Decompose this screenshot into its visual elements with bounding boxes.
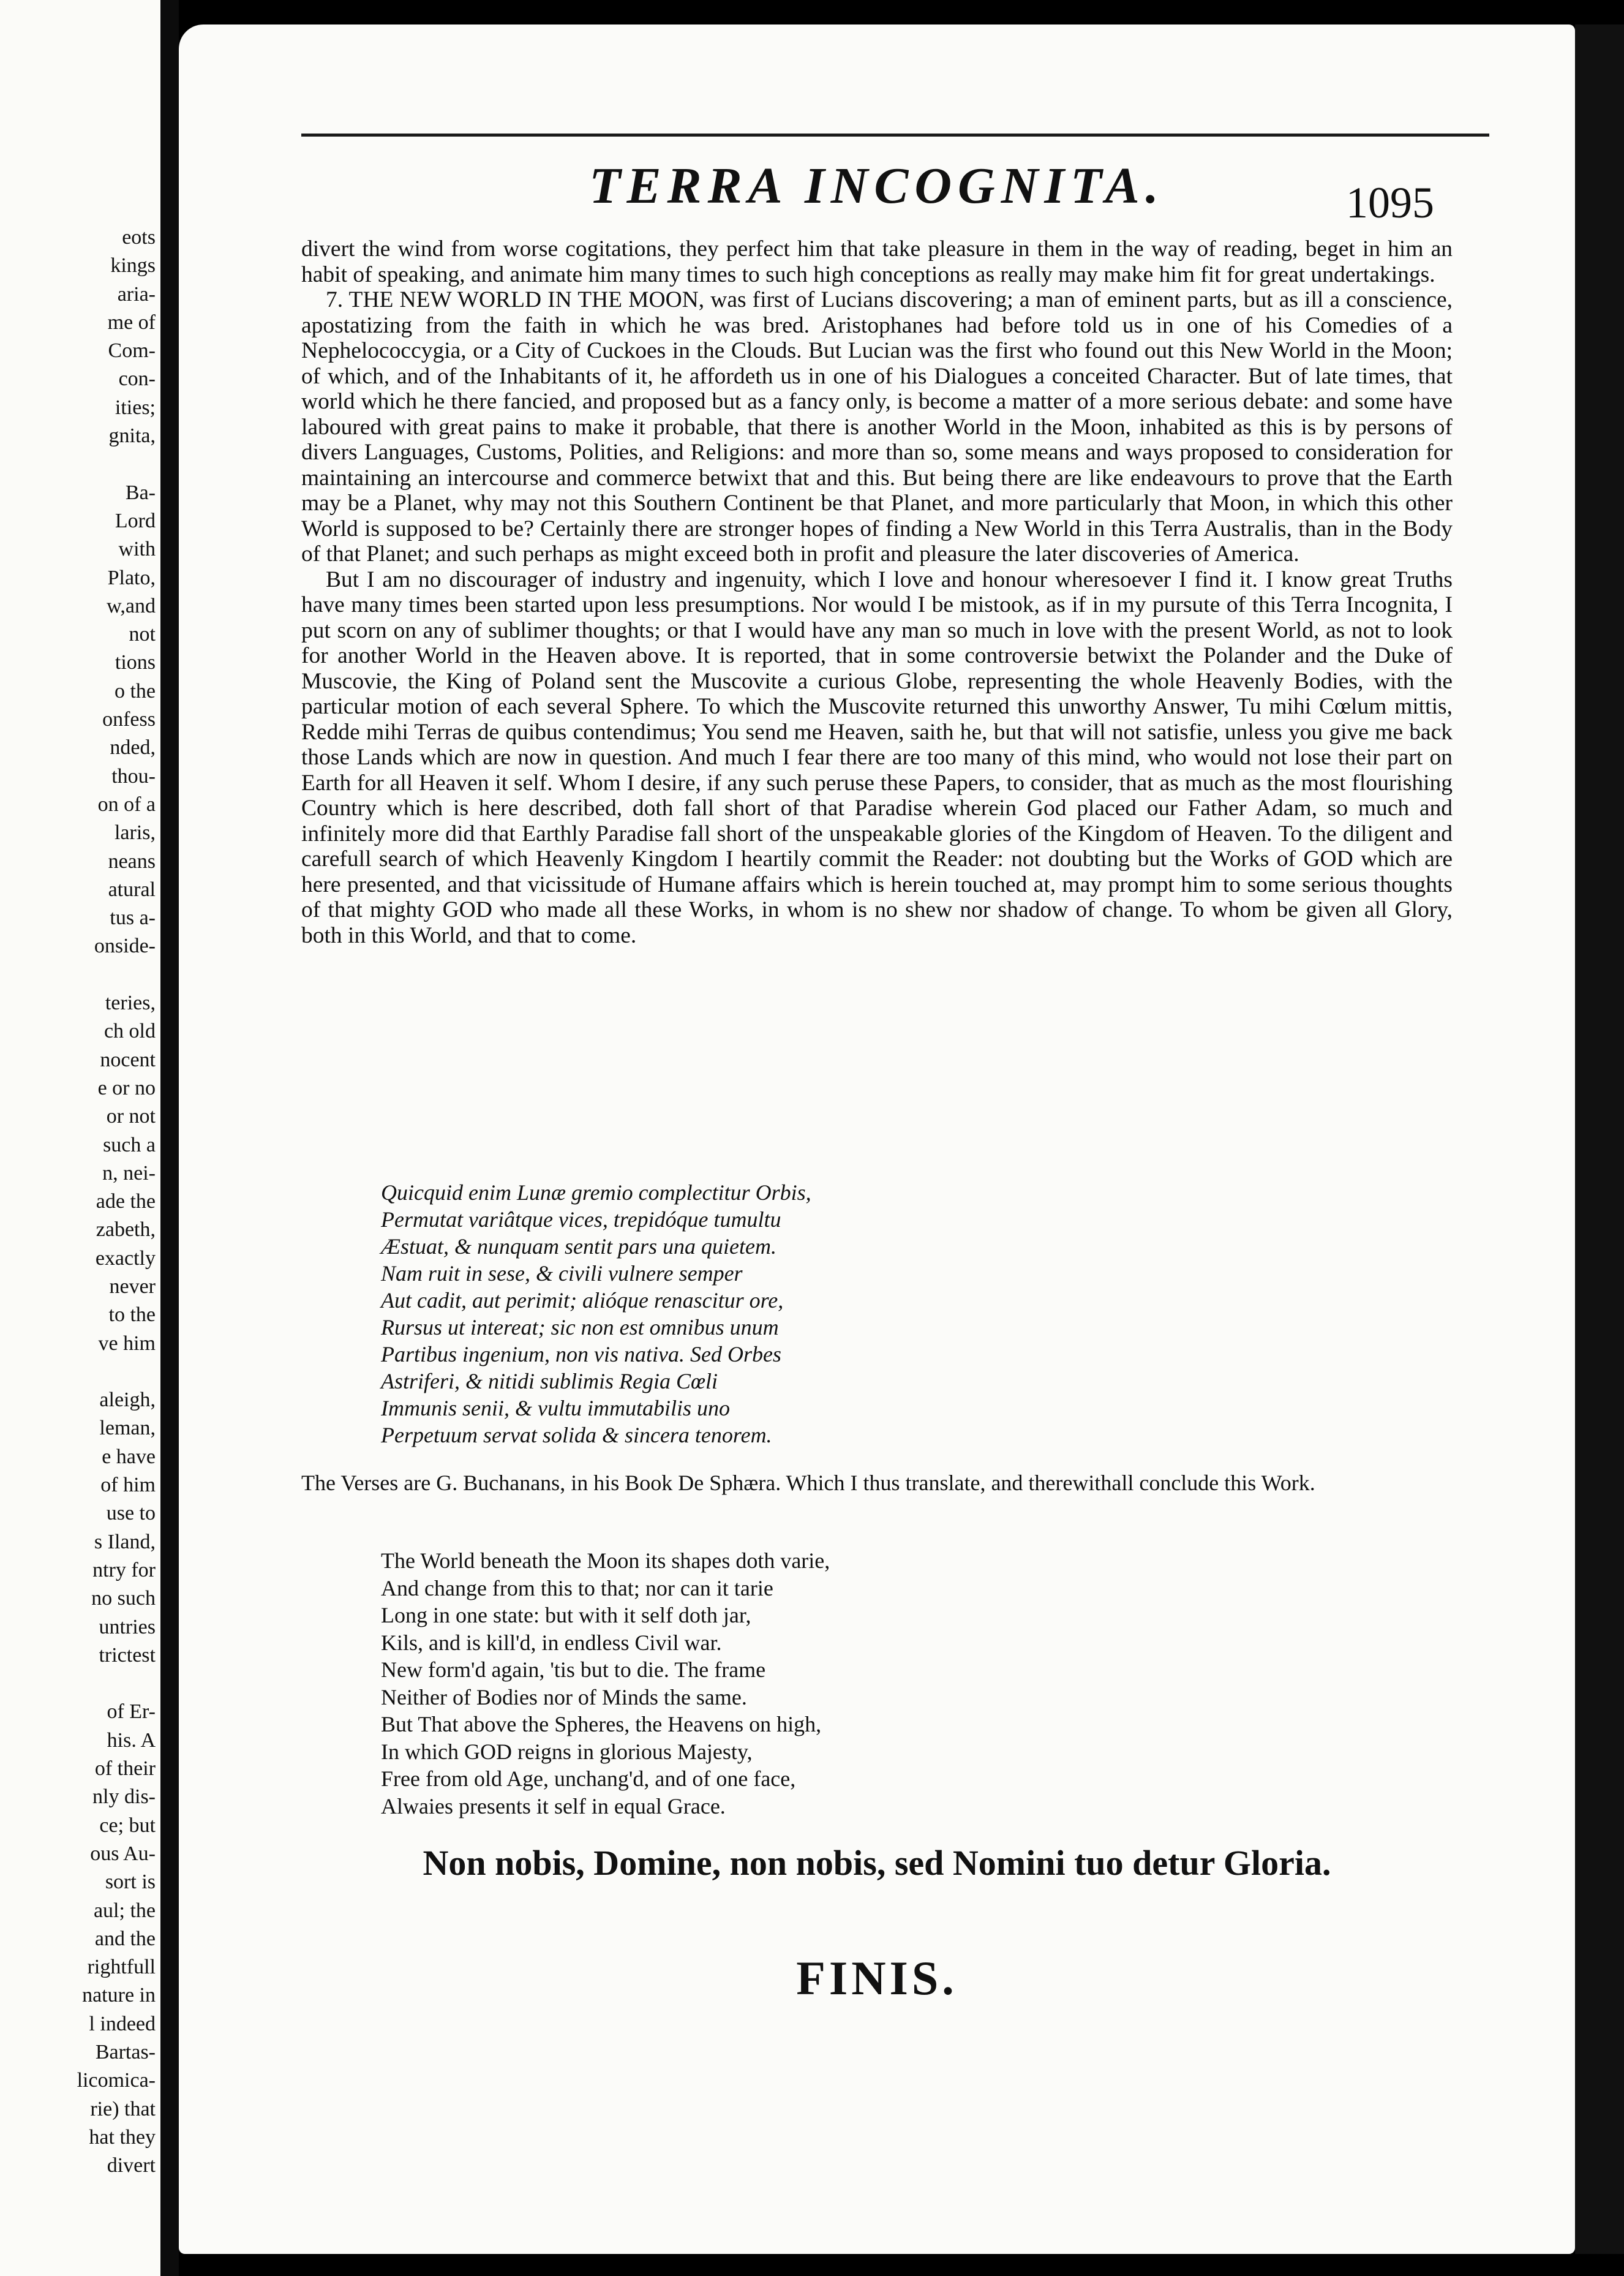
verse-line: Partibus ingenium, non vis nativa. Sed Orbes	[381, 1342, 781, 1366]
left-page-line: atural	[108, 878, 156, 901]
verse-line: Aut cadit, aut perimit; alióque renascitur ore,	[381, 1288, 784, 1313]
page-number: 1095	[1346, 178, 1434, 227]
verse-line: Free from old Age, unchang'd, and of one face,	[381, 1766, 796, 1791]
left-page-line: ce; but	[99, 1814, 156, 1837]
left-page-line: use to	[106, 1502, 156, 1525]
left-page-line: onfess	[102, 708, 156, 731]
paragraph: divert the wind from worse cogitations, they perfect him that take pleasure in them in the way of reading, beget in him an habit of speaking, and animate him many times to such high conceptions as really may make him fit for great undertakings.	[301, 236, 1453, 287]
left-page-line: Com-	[108, 339, 156, 363]
left-page-line: me of	[107, 311, 156, 334]
left-page-line: teries,	[105, 992, 156, 1015]
left-page-line: onside-	[94, 935, 156, 958]
running-head: TERRA INCOGNITA.	[589, 157, 1165, 214]
left-page-line: laris,	[114, 821, 156, 845]
left-page-line: ade the	[96, 1190, 156, 1213]
left-page-line: of their	[94, 1757, 156, 1780]
left-page-line: rie) that	[90, 2097, 156, 2120]
verse-line: Quicquid enim Lunæ gremio complectitur Orbis,	[381, 1180, 811, 1205]
left-page-line: his. A	[107, 1728, 156, 1752]
left-page-line: licomica-	[77, 2069, 156, 2092]
left-page-line: Lord	[115, 509, 156, 532]
paragraph: 7. THE NEW WORLD IN THE MOON, was first of Lucians discovering; a man of eminent parts, but as ill a conscience, apostatizing from the faith in which he was bred. Aristophanes had before told us in one of his Comedies of a Nephelococcygia, or a City of Cuckoes in the Clouds. But Lucian was the first who found out this New World in the Moon; of which, and of the Inhabitants of it, he affordeth us in one of his Dialogues a conceited Character. But of late times, that world which he there fancied, and proposed but as a fancy only, is become a matter of a more serious debate: and some have laboured with great pains to make it probable, that there is another World in the Moon, inhabited as this is by persons of divers Languages, Customs, Polities, and Religions: and more than so, some means and ways proposed to consideration for maintaining an intercourse and commerce betwixt that and this. But being there are like endeavours to prove that the Earth may be a Planet, why may not this Southern Continent be that Planet, and more particularly that Moon, in which this other World is supposed to be? Certainly there are stronger hopes of finding a New World in this Terra Australis, than in the Body of that Planet; and such perhaps as might exceed both in profit and pleasure the later discoveries of America.	[301, 287, 1453, 567]
left-page-line: no such	[91, 1587, 156, 1610]
left-page-line: or not	[106, 1105, 156, 1128]
left-page-line: to the	[108, 1303, 156, 1327]
left-page-line	[9, 1358, 156, 1386]
left-page-line: con-	[118, 367, 156, 391]
verse-line: Permutat variâtque vices, trepidóque tumultu	[381, 1207, 781, 1232]
left-page-line: nly dis-	[92, 1785, 156, 1809]
finis: FINIS.	[796, 1951, 958, 2005]
verse-line: Kils, and is kill'd, in endless Civil war.	[381, 1630, 722, 1655]
left-page-line: Plato,	[107, 566, 156, 589]
verse-line: But That above the Spheres, the Heavens on high,	[381, 1712, 822, 1736]
verses-note: The Verses are G. Buchanans, in his Book De Sphæra. Which I thus translate, and therewithall conclude this Work.	[301, 1471, 1315, 1495]
left-page-line: n, nei-	[102, 1161, 156, 1185]
verse-line: Astriferi, & nitidi sublimis Regia Cœli	[381, 1369, 718, 1393]
left-page-line: tions	[115, 651, 156, 674]
left-page-line: kings	[110, 254, 156, 277]
verse-line: Rursus ut intereat; sic non est omnibus unum	[381, 1315, 779, 1340]
left-page-line: e have	[102, 1445, 156, 1468]
left-page-line: eots	[122, 226, 156, 249]
left-page-line: leman,	[99, 1417, 156, 1440]
left-page-line	[9, 961, 156, 989]
left-page-line: with	[118, 538, 156, 561]
left-page-line: zabeth,	[96, 1218, 156, 1242]
left-page-line: Ba-	[125, 481, 156, 504]
verse-line: And change from this to that; nor can it tarie	[381, 1575, 773, 1600]
left-page-fragment	[0, 0, 163, 2276]
left-page-line: rightfull	[87, 1956, 156, 1979]
left-page-line: untries	[99, 1615, 156, 1638]
left-page-line: ities;	[115, 396, 156, 419]
left-page-line: thou-	[111, 764, 156, 788]
left-page-line: not	[129, 623, 156, 646]
left-page-line: ve him	[98, 1332, 156, 1355]
paragraph: But I am no discourager of industry and ingenuity, which I love and honour wheresoever I find it. I know great Truths have many times been started upon less presumptions. Nor would I be mistook, as if in my pursute of this Terra Incognita, I put scorn on any of sublimer thoughts; or that I would have any man so much in love with the present World, as not to look for another World in the Heaven above. It is reported, that in some controversie betwixt the Polander and the Duke of Muscovie, the King of Poland sent the Muscovite a curious Globe, representing the whole Heavenly Bodies, with the particular motion of each several Sphere. To which the Muscovite returned this unworthy Answer, Tu mihi Cœlum mittis, Redde mihi Terras de quibus contendimus; You send me Heaven, saith he, but that will not satisfie, unless you give me back those Lands which are now in question. And much I fear there are too many of this mind, who would not lose their part on Earth for all Heaven it self. Whom I desire, if any such peruse these Papers, to consider, that as much as the most flourishing Country which is here described, doth fall short of that Paradise wherein God placed our Father Adam, so much and infinitely more did that Earthly Paradise fall short of the unspeakable glories of the Kingdom of Heaven. To the diligent and carefull search of which Heavenly Kingdom I heartily commit the Reader: not doubting but the Works of GOD which are here presented, and that vicissitude of Humane affairs which is herein touched at, may prompt him to some serious thoughts of that mighty GOD who made all these Works, in whom is no shew nor shadow of change. To whom be given all Glory, both in this World, and that to come.	[301, 567, 1453, 948]
translated-verse	[381, 1547, 830, 1820]
left-page-line: hat they	[89, 2125, 156, 2149]
verse-line: Æstuat, & nunquam sentit pars una quietem.	[381, 1234, 776, 1259]
verse-line: Perpetuum servat solida & sincera tenorem.	[381, 1423, 772, 1447]
verse-line: Long in one state: but with it self doth jar,	[381, 1603, 751, 1627]
left-page-line: ch old	[103, 1020, 156, 1043]
left-page-line: and the	[94, 1927, 156, 1950]
left-page-line	[9, 1670, 156, 1698]
left-page-line: nded,	[110, 736, 156, 759]
header-rule	[301, 134, 1489, 137]
left-page-line: ntry for	[92, 1558, 156, 1581]
left-page-line: aleigh,	[99, 1389, 156, 1412]
verse-line: Nam ruit in sese, & civili vulnere semper	[381, 1261, 743, 1286]
left-page-lines	[9, 224, 156, 2180]
left-page-line: s Iland,	[94, 1530, 156, 1553]
right-page	[179, 24, 1575, 2254]
left-page-line: e or no	[97, 1076, 156, 1099]
left-page-line: such a	[103, 1133, 156, 1156]
left-page-line: o the	[114, 679, 156, 703]
verse-line: Neither of Bodies nor of Minds the same.	[381, 1684, 747, 1709]
verse-line: In which GOD reigns in glorious Majesty,	[381, 1739, 753, 1764]
left-page-line: never	[109, 1275, 156, 1298]
verse-line: Alwaies presents it self in equal Grace.	[381, 1793, 726, 1818]
left-page-line: trictest	[99, 1643, 156, 1667]
left-page-line: gnita,	[108, 424, 156, 448]
left-page-line: aul; the	[93, 1899, 156, 1922]
left-page-line: divert	[107, 2154, 156, 2177]
left-page-line: nocent	[100, 1048, 156, 1071]
verse-line: The World beneath the Moon its shapes doth varie,	[381, 1548, 830, 1573]
main-text	[301, 236, 1453, 948]
closing-motto: Non nobis, Domine, non nobis, sed Nomini tuo detur Gloria.	[423, 1843, 1331, 1883]
latin-verse	[381, 1179, 811, 1449]
left-page-line: nature in	[82, 1984, 156, 2007]
page-edge	[1575, 24, 1624, 2254]
left-page-line	[9, 450, 156, 478]
left-page-line: ous Au-	[90, 1842, 156, 1865]
left-page-line: neans	[108, 850, 156, 873]
verse-line: Immunis senii, & vultu immutabilis uno	[381, 1396, 730, 1420]
verse-line: New form'd again, 'tis but to die. The frame	[381, 1657, 766, 1682]
left-page-line: w,and	[107, 594, 156, 617]
left-page-line: exactly	[95, 1246, 156, 1270]
left-page-line: Bartas-	[95, 2041, 156, 2063]
left-page-line: on of a	[97, 793, 156, 816]
left-page-line: l indeed	[89, 2012, 156, 2035]
left-page-line: aria-	[117, 282, 156, 306]
left-page-line: of him	[100, 1474, 156, 1497]
book-gutter	[160, 0, 179, 2276]
left-page-line: tus a-	[110, 906, 156, 930]
left-page-line: sort is	[105, 1871, 156, 1894]
left-page-line: of Er-	[107, 1700, 156, 1724]
